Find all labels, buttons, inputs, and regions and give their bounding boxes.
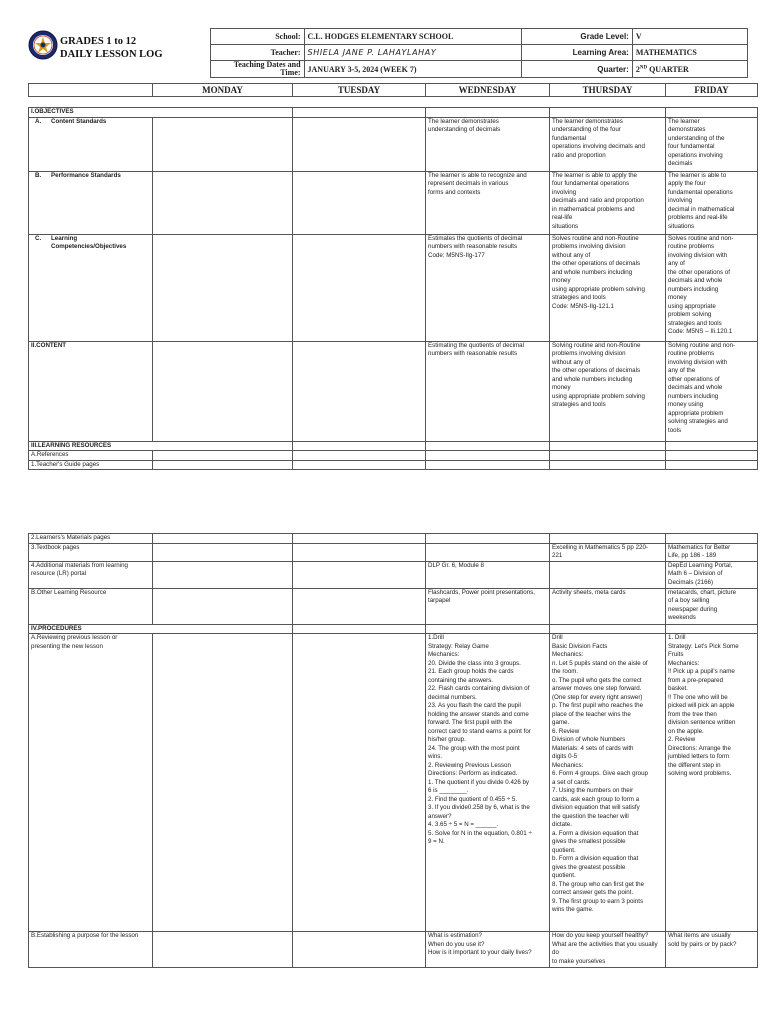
cell-line: solving strategies and [668,418,728,425]
cell-line: money [552,384,571,391]
cell-line: decimals and ratio and proportion [552,197,644,204]
cell-line: 2. Find the quotient of 0.455 ÷ 5. [428,795,518,803]
cell-wed-purpose [426,932,550,968]
cell-line: solving word problems. [668,770,732,777]
cell-line: the room. [552,668,579,675]
cell-line: problems involving division [552,243,626,250]
cell-line: Fruits [668,651,684,658]
cell-thu-reviewing [550,634,666,932]
cell-line: Estimating the quotients of decimal [428,341,524,349]
cell-line: 8. The group who can first get the [552,880,645,888]
cell-line: When do you use it? [428,940,485,948]
cell-fri-reviewing [666,634,758,932]
school-label: School: [211,29,305,45]
cell-line: gives the greatest possible [552,863,626,871]
cell-line: appropriate problem [668,409,724,417]
day-thursday: THURSDAY [550,84,666,97]
grade-level-value: V [632,29,747,45]
cell-mon-performance-standards [153,171,293,234]
cell-thu-textbook [550,543,666,561]
cell-line: decimal in mathematical [668,205,735,213]
cell-line: 5. Solve for N in the equation, 0.801 ÷ [428,829,532,837]
cell-line: decimal numbers. [428,693,477,701]
cell-line: apply the four [668,180,706,187]
cell-line: holding the answer stands and come [428,710,529,718]
learning-resources-label: III.LEARNING RESOURCES [29,441,293,451]
cell-line: problems involving division [552,350,626,357]
cell-line: b. Form a division equation that [552,855,639,862]
cell-line: Strategy: Let's Pick Some [668,642,739,650]
day-wednesday: WEDNESDAY [426,84,550,97]
learning-area-label: Learning Area: [522,45,633,61]
day-friday: FRIDAY [666,84,758,97]
cell-line: The learner is able to apply the [552,171,637,179]
teaching-dates-value: JANUARY 3-5, 2024 (WEEK 7) [304,61,521,78]
cell-thu-content-standards [550,117,666,171]
cell-line: without any of [552,358,591,366]
cell-line: Estimates the quotients of decimal [428,234,523,242]
cell-line: numbers with reasonable results [428,350,518,357]
cell-fri-content [666,341,758,441]
cell-line: demonstrates [668,126,706,133]
cell-line: represent decimals in various [428,180,509,187]
cell-line: The learner is able to [668,171,727,179]
cell-line: Mathematics for Better [668,543,731,551]
cell-line: money [668,294,687,301]
cell-line: How is it important to your daily lives? [428,949,532,956]
cell-line: Life, pp 186 - 189 [668,552,717,559]
lesson-log-header [28,28,748,76]
other-resource-label: B.Other Learning Resource [29,588,153,624]
cell-line: DLP Gr. 6, Module 8 [428,561,484,569]
teachers-guide-label: 1.Teacher's Guide pages [29,460,153,470]
cell-line: problem solving [668,311,712,318]
cell-line: Directions: Arrange the [668,744,731,752]
day-header-row [28,83,758,97]
cell-line: 1.Drill [428,634,444,641]
cell-line: routine problems [668,350,715,357]
cell-fri-content-standards [666,117,758,171]
title-line-1: GRADES 1 to 12 [60,36,137,47]
cell-line: The learner [668,117,700,125]
cell-wed-competencies [426,234,550,341]
cell-line: numbers with reasonable results [428,243,518,250]
cell-line: strategies and tools [552,294,606,301]
quarter-suffix: ND [639,64,648,70]
cell-line: numbers including [668,285,719,293]
quarter-text: QUARTER [647,64,689,74]
lesson-grid-page-1 [28,107,758,470]
quarter-number: 2 [635,64,640,74]
cell-line: wins the game. [552,906,594,913]
cell-line: any of [668,260,685,267]
competencies-label: C. Learning Competencies/Objectives [29,234,153,341]
cell-line: four fundamental [668,143,715,150]
cell-line: metacards, chart, picture [668,588,737,596]
cell-line: Basic Division Facts [552,642,608,650]
cell-line: The learner demonstrates [428,117,499,125]
cell-line: picked will pick an apple [668,702,735,709]
cell-line: Flashcards, Power point presentations, [428,588,535,596]
cell-line: quotient. [552,846,576,854]
school-value: C.L. HODGES ELEMENTARY SCHOOL [304,29,521,45]
cell-line: fundamental operations [668,188,733,196]
cell-line: using appropriate [668,302,716,310]
cell-line: other operations of [668,375,720,383]
cell-line: forms and contexts [428,188,481,196]
cell-line: 24. The group with the most point [428,744,520,752]
cell-wed-reviewing [426,634,550,932]
cell-line: operations involving decimals and [552,143,645,150]
cell-line: numbers including [668,392,719,400]
cell-line: Solves routine and non-Routine [552,234,639,242]
reviewing-lesson-label [29,634,153,932]
cell-line: 221 [552,552,563,559]
learners-materials-label: 2.Learners's Materials pages [29,534,153,544]
cell-mon-competencies [153,234,293,341]
cell-line: routine problems [668,243,715,250]
cell-line: understanding of decimals [428,126,501,133]
cell-line: gives the smallest possible [552,838,626,845]
day-monday: MONDAY [153,84,293,97]
cell-fri-purpose [666,932,758,968]
learning-area-value: MATHEMATICS [632,45,747,61]
cell-line: 6. Form 4 groups. Give each group [552,770,648,777]
cell-line: The learner demonstrates [552,117,623,125]
cell-line: Materials: 4 sets of cards with [552,744,634,752]
cell-line: forward. The first pupil with the [428,719,513,726]
cell-line: Code: M5NS – IIi.120.1 [668,328,733,335]
cell-line: presenting the new lesson [31,642,103,650]
cell-line: sold by pairs or by pack? [668,940,737,948]
cell-line: game. [552,719,570,726]
cell-line: Mechanics: [668,659,700,667]
cell-line: What are the activities that you usually do [552,940,658,956]
teaching-dates-label [211,61,305,78]
cell-thu-performance-standards [550,171,666,234]
cell-line: 7. Using the numbers on their [552,787,634,794]
cell-line: involving [552,188,577,196]
cell-line: involving [668,197,693,204]
cell-line: and whole numbers including [552,375,633,383]
cell-line: 9 = N. [428,838,445,845]
cell-line: wins. [428,753,443,760]
cell-line: decimals and whole [668,277,723,284]
cell-line: a set of cards. [552,778,591,786]
cell-tue-content-standards [293,117,426,171]
cell-line: 2. Review [668,736,696,743]
cell-line: Division of whole Numbers [552,736,626,743]
cell-line: n. Let 5 pupils stand on the aisle of [552,659,648,667]
cell-line: 1. The quotient if you divide 0.426 by [428,778,530,786]
cell-line: How do you keep yourself healthy? [552,932,649,939]
cell-line: o. The pupil who gets the correct [552,676,642,684]
cell-fri-textbook [666,543,758,561]
cell-line: Activity sheets, meta cards [552,588,626,596]
cell-line: newspaper during [668,605,718,613]
cell-line: his/her group. [428,736,466,743]
additional-materials-label [29,561,153,588]
cell-thu-competencies [550,234,666,341]
cell-line: division equation that will satisfy [552,804,640,811]
cell-thu-purpose [550,932,666,968]
cell-line: division sentence written [668,719,736,726]
document-title [60,35,163,61]
cell-line: Solving routine and non-Routine [552,341,641,349]
cell-line: of a boy selling [668,597,710,604]
cell-line: Drill [552,634,563,641]
teacher-value: SHIELA JANE P. LAHAYLAHAY [304,45,521,61]
cell-line: any of the [668,367,696,374]
cell-line: quotient. [552,872,576,879]
cell-line: !! The one who will be [668,693,728,701]
cell-line: 2. Reviewing Previous Lesson [428,761,511,769]
cell-line: resource (LR) portal [31,570,87,577]
deped-seal-icon [28,30,58,60]
cell-line: understanding of the four [552,126,621,133]
cell-line: correct answer gets the point. [552,889,634,896]
establishing-purpose-label: B.Establishing a purpose for the lesson [29,932,153,968]
cell-tue-content [293,341,426,441]
cell-line: tools [668,426,682,434]
cell-line: understanding of the [668,134,725,142]
cell-line: using appropriate problem solving [552,285,645,293]
lesson-grid-page-2 [28,533,758,968]
cell-line: answer moves one step forward. [552,685,642,692]
cell-tue-performance-standards [293,171,426,234]
cell-line: !! Pick up a pupil's name [668,668,735,675]
cell-fri-performance-standards [666,171,758,234]
cell-line: strategies and tools [552,401,606,408]
cell-line: Solves routine and non- [668,234,734,242]
cell-line: money using [668,401,704,408]
quarter-label: Quarter: [522,61,633,78]
cell-line: using appropriate problem solving [552,392,645,400]
cell-line: Math 6 – Division of [668,570,723,577]
content-label: II.CONTENT [29,341,153,441]
cell-line: basket. [668,685,688,692]
cell-line: Code: M5NS-IIg-121.1 [552,302,614,310]
cell-line: Mechanics: [428,651,460,658]
cell-line: correct card to stand earns a point for [428,727,531,735]
cell-line: The learner is able to recognize and [428,171,527,179]
cell-line: the other operations of [668,268,730,276]
cell-mon-content [153,341,293,441]
cell-thu-content [550,341,666,441]
teaching-dates-label-line1: Teaching Dates and [233,60,301,69]
cell-line: Solving routine and non- [668,341,736,349]
cell-line: a. Form a division equation that [552,829,639,837]
cell-line: tarpapel [428,597,451,604]
title-line-2: DAILY LESSON LOG [60,49,163,60]
cell-line: four fundamental operations [552,180,630,187]
cell-line: 4.Additional materials from learning [31,561,128,569]
textbook-pages-label: 3.Textbook pages [29,543,153,561]
cell-line: situations [668,222,695,230]
cell-line: jumbled letters to form [668,753,730,760]
cell-line: money [552,277,571,284]
cell-line: 22. Flash cards containing division of [428,685,530,692]
cell-line: answer? [428,812,452,820]
cell-line: dictate. [552,821,572,828]
cell-line: Mechanics: [552,651,584,658]
cell-line: and whole numbers including [552,268,633,276]
cell-line: ratio and proportion [552,151,606,159]
cell-line: Code: M5NS-IIg-177 [428,251,485,259]
cell-line: 3. If you divide0.258 by 6, what is the [428,804,530,811]
cell-line: Strategy: Relay Game [428,642,489,650]
teacher-label: Teacher: [211,45,305,61]
cell-mon-content-standards [153,117,293,171]
cell-line: real-life [552,214,573,221]
cell-fri-additional [666,561,758,588]
grade-level-label: Grade Level: [522,29,633,45]
performance-standards-label: B. Performance Standards [29,171,153,234]
teaching-dates-label-line2: Time: [280,68,301,77]
day-tuesday: TUESDAY [293,84,426,97]
cell-line: involving division with [668,358,728,366]
header-info-table [210,28,748,78]
cell-line: 9. The first group to earn 3 points [552,897,644,905]
cell-line: on the apple. [668,727,704,735]
cell-line: from a pre-prepared [668,676,724,684]
cell-line: strategies and tools [668,319,722,327]
cell-line: 21. Each group holds the cards [428,668,514,675]
cell-wed-other-resource [426,588,550,624]
cell-line: 6 is ________. [428,787,469,794]
day-header-blank [29,84,153,97]
cell-line: A.Reviewing previous lesson or [31,634,118,641]
cell-line: in mathematical problems and [552,205,635,213]
cell-fri-other-resource [666,588,758,624]
cell-line: 6. Review [552,727,580,735]
cell-line: situations [552,222,579,230]
cell-wed-content-standards [426,117,550,171]
cell-line: What items are usually [668,932,731,939]
cell-line: decimals [668,160,693,167]
cell-wed-performance-standards [426,171,550,234]
objectives-label: I.OBJECTIVES [29,108,293,118]
cell-line: digits 0-5 [552,753,578,760]
cell-line: without any of [552,251,591,259]
cell-line: 20. Divide the class into 3 groups. [428,659,521,667]
cell-line: Decimals (2166) [668,578,714,586]
cell-line: the other operations of decimals [552,260,641,267]
cell-line: 4. 3.65 ÷ 5 = N = ______. [428,821,499,828]
cell-line: to make yourselves [552,957,606,965]
cell-line: the different step in [668,761,721,769]
cell-line: p. The first pupil who reaches the [552,702,644,709]
cell-line: containing the answers. [428,676,494,684]
cell-wed-additional [426,561,550,588]
cell-line: Excelling in Mathematics 5 pp 220- [552,543,648,551]
cell-line: from the tree then [668,710,717,718]
quarter-value [632,61,747,78]
cell-line: cards, ask each group to form a [552,795,640,803]
cell-line: DepEd Learning Portal, [668,561,733,569]
cell-line: involving division with [668,251,728,259]
cell-line: What is estimation? [428,932,482,939]
cell-line: Mechanics: [552,761,584,769]
cell-line: (One step for every right answer) [552,693,643,701]
cell-line: operations involving [668,151,723,159]
cell-line: 1. Drill [668,634,686,641]
cell-line: the question the teacher will [552,812,629,820]
cell-thu-other-resource [550,588,666,624]
cell-wed-content [426,341,550,441]
procedures-label: IV.PROCEDURES [29,624,293,634]
cell-tue-competencies [293,234,426,341]
cell-line: 23. As you flash the card the pupil [428,702,521,709]
cell-line: Directions: Perform as indicated. [428,770,518,777]
cell-line: the other operations of decimals [552,367,641,374]
cell-line: fundamental [552,134,587,142]
cell-line: weekends [668,614,696,621]
cell-line: decimals and whole [668,384,723,391]
references-label: A.References [29,451,153,461]
content-standards-label: A. Content Standards [29,117,153,171]
cell-line: place of the teacher wins the [552,710,631,718]
cell-line: problems and real-life [668,214,728,221]
cell-fri-competencies [666,234,758,341]
